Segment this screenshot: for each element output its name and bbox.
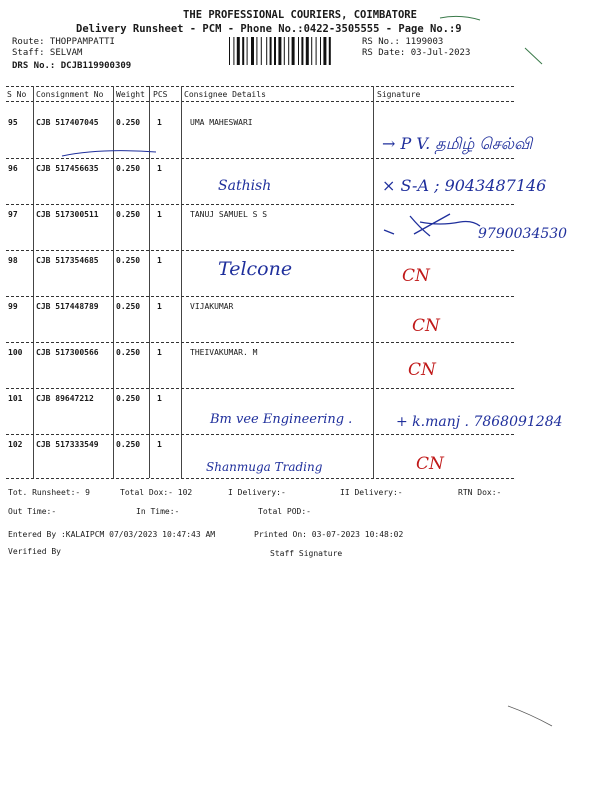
rtn-dox: RTN Dox:- xyxy=(458,488,502,497)
row-signature: + k.manj . 7868091284 xyxy=(396,414,563,430)
out-time: Out Time:- xyxy=(8,507,57,516)
barcode xyxy=(228,37,354,65)
table-bottom-rule xyxy=(6,478,514,479)
barcode-bar xyxy=(292,37,295,65)
in-time: In Time:- xyxy=(136,507,180,516)
row-consignment: CJB 517448789 xyxy=(36,302,99,311)
barcode-bar xyxy=(229,37,230,65)
rs-date: RS Date: 03-Jul-2023 xyxy=(362,48,471,58)
row-pcs: 1 xyxy=(157,256,162,265)
barcode-bar xyxy=(242,37,244,65)
verified-by: Verified By xyxy=(8,547,61,556)
barcode-bar xyxy=(247,37,248,65)
row-consignee: Telcone xyxy=(218,258,293,280)
total-pod: Total POD:- xyxy=(258,507,311,516)
row-pcs: 1 xyxy=(157,210,162,219)
col-divider xyxy=(33,86,34,478)
row-signature: CN xyxy=(408,360,436,380)
barcode-bar xyxy=(306,37,309,65)
row-pcs: 1 xyxy=(157,440,162,449)
barcode-bar xyxy=(237,37,240,65)
row-sno: 96 xyxy=(8,164,18,173)
row-sno: 100 xyxy=(8,348,23,357)
barcode-bar xyxy=(270,37,272,65)
row-signature: CN xyxy=(412,316,440,336)
barcode-bar xyxy=(266,37,267,65)
col-header-signature: Signature xyxy=(377,90,421,99)
row-signature: × S-A ; 9043487146 xyxy=(382,176,547,195)
row-divider xyxy=(6,250,514,251)
printed-on: Printed On: 03-07-2023 10:48:02 xyxy=(254,530,404,539)
row-weight: 0.250 xyxy=(116,394,141,403)
i-delivery: I Delivery:- xyxy=(228,488,286,497)
total-runsheet: Tot. Runsheet:- 9 xyxy=(8,488,90,497)
barcode-bar xyxy=(261,37,262,65)
row-weight: 0.250 xyxy=(116,440,141,449)
table-header-rule xyxy=(6,101,514,102)
row-consignment: CJB 517333549 xyxy=(36,440,99,449)
barcode-bar xyxy=(298,37,299,65)
row-consignee: Shanmuga Trading xyxy=(206,460,323,474)
row-weight: 0.250 xyxy=(116,348,141,357)
pen-stroke-marks xyxy=(500,700,570,740)
total-dox: Total Dox:- 102 xyxy=(120,488,193,497)
row-pcs: 1 xyxy=(157,118,162,127)
rs-number: RS No.: 1199003 xyxy=(362,37,444,47)
barcode-bar xyxy=(251,37,254,65)
row-consignment: CJB 517456635 xyxy=(36,164,99,173)
row-consignee: THEIVAKUMAR. M xyxy=(190,348,258,357)
row-consignee: UMA MAHESWARI xyxy=(190,118,253,127)
row-weight: 0.250 xyxy=(116,210,141,219)
row-weight: 0.250 xyxy=(116,256,141,265)
row-divider xyxy=(6,158,514,159)
pen-stroke-marks xyxy=(430,10,550,70)
barcode-bar xyxy=(284,37,285,65)
barcode-bar xyxy=(274,37,276,65)
row-weight: 0.250 xyxy=(116,118,141,127)
col-header-sno: S No xyxy=(7,90,27,99)
col-header-consignment: Consignment No xyxy=(36,90,104,99)
col-header-weight: Weight xyxy=(116,90,145,99)
row-divider xyxy=(6,296,514,297)
col-divider xyxy=(181,86,182,478)
row-signature: → P V. தமிழ் செல்வி xyxy=(382,134,533,153)
barcode-bar xyxy=(311,37,312,65)
row-pcs: 1 xyxy=(157,394,162,403)
row-consignee: Bm vee Engineering . xyxy=(210,412,353,427)
col-header-consignee: Consignee Details xyxy=(184,90,266,99)
row-sno: 98 xyxy=(8,256,18,265)
row-signature: CN xyxy=(416,454,444,474)
row-consignment: CJB 517407045 xyxy=(36,118,99,127)
col-divider xyxy=(113,86,114,478)
row-consignment: CJB 89647212 xyxy=(36,394,94,403)
row-consignee: TANUJ SAMUEL S S xyxy=(190,210,268,219)
col-header-pcs: PCS xyxy=(153,90,168,99)
table-top-rule xyxy=(6,86,514,87)
row-sno: 102 xyxy=(8,440,23,449)
barcode-bar xyxy=(233,37,234,65)
col-divider xyxy=(149,86,150,478)
row-weight: 0.250 xyxy=(116,164,141,173)
barcode-bar xyxy=(316,37,317,65)
row-consignment: CJB 517300511 xyxy=(36,210,99,219)
row-divider xyxy=(6,434,514,435)
row-pcs: 1 xyxy=(157,164,162,173)
row-divider xyxy=(6,388,514,389)
row-sno: 101 xyxy=(8,394,23,403)
row-pcs: 1 xyxy=(157,348,162,357)
row-sno: 97 xyxy=(8,210,18,219)
staff-signature-label: Staff Signature xyxy=(270,549,343,558)
entered-by: Entered By :KALAIPCM 07/03/2023 10:47:43 AM xyxy=(8,530,216,539)
barcode-bar xyxy=(320,37,321,65)
row-divider xyxy=(6,342,514,343)
runsheet-subtitle: Delivery Runsheet - PCM - Phone No.:0422-3505555 - Page No.:9 xyxy=(76,23,462,35)
row-signature: CN xyxy=(402,266,430,286)
row-signature: 9790034530 xyxy=(478,226,568,242)
barcode-bar xyxy=(288,37,289,65)
row-consignee: VIJAKUMAR xyxy=(190,302,234,311)
staff-label: Staff: SELVAM xyxy=(12,48,83,58)
barcode-bar xyxy=(329,37,331,65)
barcode-bar xyxy=(256,37,257,65)
barcode-bar xyxy=(301,37,303,65)
route-label: Route: THOPPAMPATTI xyxy=(12,37,115,47)
row-pcs: 1 xyxy=(157,302,162,311)
row-divider xyxy=(6,204,514,205)
barcode-bar xyxy=(323,37,326,65)
drs-number: DRS No.: DCJB119900309 xyxy=(12,61,132,71)
barcode-bar xyxy=(278,37,281,65)
row-consignee: Sathish xyxy=(218,178,272,194)
row-consignment: CJB 517300566 xyxy=(36,348,99,357)
row-consignment: CJB 517354685 xyxy=(36,256,99,265)
row-sno: 99 xyxy=(8,302,18,311)
col-divider xyxy=(373,86,374,478)
company-title: THE PROFESSIONAL COURIERS, COIMBATORE xyxy=(183,9,417,21)
row-sno: 95 xyxy=(8,118,18,127)
row-weight: 0.250 xyxy=(116,302,141,311)
ii-delivery: II Delivery:- xyxy=(340,488,403,497)
